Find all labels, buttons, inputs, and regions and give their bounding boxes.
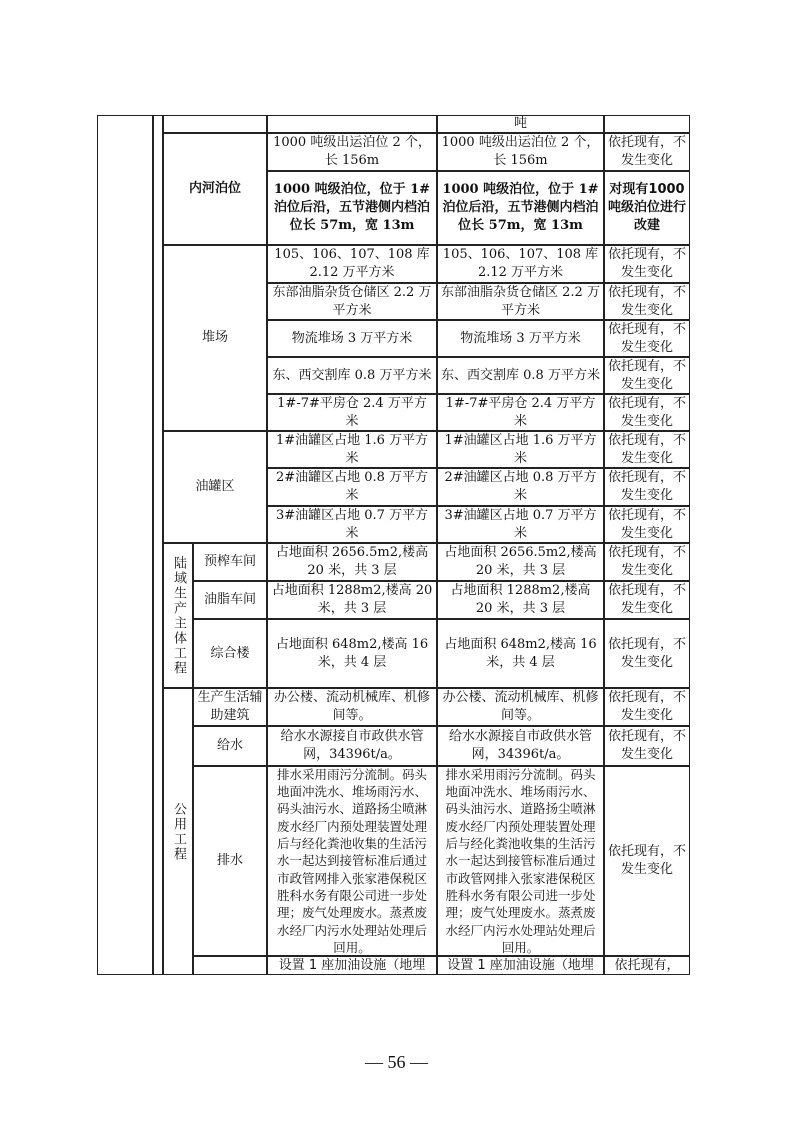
table-cell: 依托现有，不发生变化: [604, 133, 690, 171]
table-cell: 1#油罐区占地 1.6 万平方米: [437, 431, 604, 468]
table-cell: 给水水源接自市政供水管网，34396t/a。: [437, 726, 604, 766]
table-cell: 1#-7#平房仓 2.4 万平方米: [437, 394, 604, 431]
table-cell: 1000 吨级泊位，位于 1#泊位后沿，五节港侧内档泊位长 57m，宽 13m: [437, 171, 604, 245]
group-label-public-works: 公用工程: [163, 688, 193, 975]
table-cell: 依托现有，不发生变化: [604, 581, 690, 619]
table-cell: 占地面积 1288m2,楼高 20 米，共 3 层: [437, 581, 604, 619]
table-cell: 1000 吨级泊位，位于 1#泊位后沿，五节港侧内档泊位长 57m，宽 13m: [267, 171, 437, 245]
table-cell: 东部油脂杂货仓储区 2.2 万平方米: [267, 283, 437, 320]
table-cell: 依托现有，不发生变化: [604, 468, 690, 506]
table-cell: [267, 115, 437, 133]
table-cell: 排水采用雨污分流制。码头地面冲洗水、堆场雨污水、码头油污水、道路扬尘喷淋废水经厂内预处理装置处理后与经化粪池收集的生活污水一起达到接管标准后通过市政管网排入张家港保税区胜科水务有限公司进一步处理；废气处理废水。蒸煮废水经厂内污水处理站处理后回用。: [437, 766, 604, 956]
table-cell: 占地面积 648m2,楼高 16 米，共 4 层: [267, 619, 437, 688]
table-cell: 给水水源接自市政供水管网，34396t/a。: [267, 726, 437, 766]
table-cell: 依托现有，: [604, 956, 690, 975]
table-cell: 依托现有，不发生变化: [604, 431, 690, 468]
row-label-drainage: 排水: [193, 766, 267, 956]
row-label-auxiliary-buildings: 生产生活辅助建筑: [193, 688, 267, 726]
outer-subgroup-column: [153, 115, 163, 975]
table-cell: 3#油罐区占地 0.7 万平方米: [437, 506, 604, 543]
row-label-oil-workshop: 油脂车间: [193, 581, 267, 619]
table-cell: 依托现有，不发生变化: [604, 766, 690, 956]
table-cell: 105、106、107、108 库 2.12 万平方米: [437, 245, 604, 283]
table-cell: 占地面积 1288m2,楼高 20 米，共 3 层: [267, 581, 437, 619]
table-cell: 2#油罐区占地 0.8 万平方米: [267, 468, 437, 506]
table-cell: 依托现有，不发生变化: [604, 619, 690, 688]
table-cell: 依托现有，不发生变化: [604, 543, 690, 581]
table-cell: 设置 1 座加油设施（地埋: [267, 956, 437, 975]
table-cell: 占地面积 2656.5m2,楼高 20 米，共 3 层: [437, 543, 604, 581]
table-cell: 依托现有，不发生变化: [604, 726, 690, 766]
outer-group-column: [97, 115, 153, 975]
table-cell: 依托现有，不发生变化: [604, 283, 690, 320]
row-label-water-supply: 给水: [193, 726, 267, 766]
table-cell: [604, 115, 690, 133]
row-label-yard: 堆场: [163, 245, 267, 431]
table-cell: 1000 吨级出运泊位 2 个，长 156m: [267, 133, 437, 171]
table-cell: 物流堆场 3 万平方米: [437, 320, 604, 357]
row-label-pre-press-workshop: 预榨车间: [193, 543, 267, 581]
row-label-inner-river-berth: 内河泊位: [163, 133, 267, 245]
table-cell: 1000 吨级出运泊位 2 个，长 156m: [437, 133, 604, 171]
table-cell: 105、106、107、108 库 2.12 万平方米: [267, 245, 437, 283]
table-cell: 1#油罐区占地 1.6 万平方米: [267, 431, 437, 468]
table-cell: 排水采用雨污分流制。码头地面冲洗水、堆场雨污水、码头油污水、道路扬尘喷淋废水经厂内预处理装置处理后与经化粪池收集的生活污水一起达到接管标准后通过市政管网排入张家港保税区胜科水务有限公司进一步处理；废气处理废水。蒸煮废水经厂内污水处理站处理后回用。: [267, 766, 437, 956]
table-cell: 依托现有，不发生变化: [604, 245, 690, 283]
table-cell: 办公楼、流动机械库、机修间等。: [437, 688, 604, 726]
table-cell: 2#油罐区占地 0.8 万平方米: [437, 468, 604, 506]
table-cell: 依托现有，不发生变化: [604, 357, 690, 394]
table-cell: 依托现有，不发生变化: [604, 394, 690, 431]
table-cell: 设置 1 座加油设施（地埋: [437, 956, 604, 975]
table-cell: 占地面积 2656.5m2,楼高 20 米，共 3 层: [267, 543, 437, 581]
table-cell: 1#-7#平房仓 2.4 万平方米: [267, 394, 437, 431]
table-cell: 东部油脂杂货仓储区 2.2 万平方米: [437, 283, 604, 320]
table-cell: 物流堆场 3 万平方米: [267, 320, 437, 357]
table-cell: [163, 115, 267, 133]
table-cell: 3#油罐区占地 0.7 万平方米: [267, 506, 437, 543]
table-cell: 依托现有，不发生变化: [604, 506, 690, 543]
table-cell: [193, 956, 267, 975]
table-cell: 对现有1000 吨级泊位进行改建: [604, 171, 690, 245]
table-cell: 办公楼、流动机械库、机修间等。: [267, 688, 437, 726]
page-number: — 56 —: [365, 1052, 428, 1072]
table-cell: 吨: [437, 115, 604, 133]
table-cell: 东、西交割库 0.8 万平方米: [267, 357, 437, 394]
table-cell: 东、西交割库 0.8 万平方米: [437, 357, 604, 394]
table-cell: 依托现有，不发生变化: [604, 688, 690, 726]
row-label-complex-building: 综合楼: [193, 619, 267, 688]
table-cell: 依托现有，不发生变化: [604, 320, 690, 357]
row-label-tank-area: 油罐区: [163, 431, 267, 543]
table-cell: 占地面积 648m2,楼高 16 米，共 4 层: [437, 619, 604, 688]
group-label-land-production: 陆域生产主体工程: [163, 543, 193, 688]
